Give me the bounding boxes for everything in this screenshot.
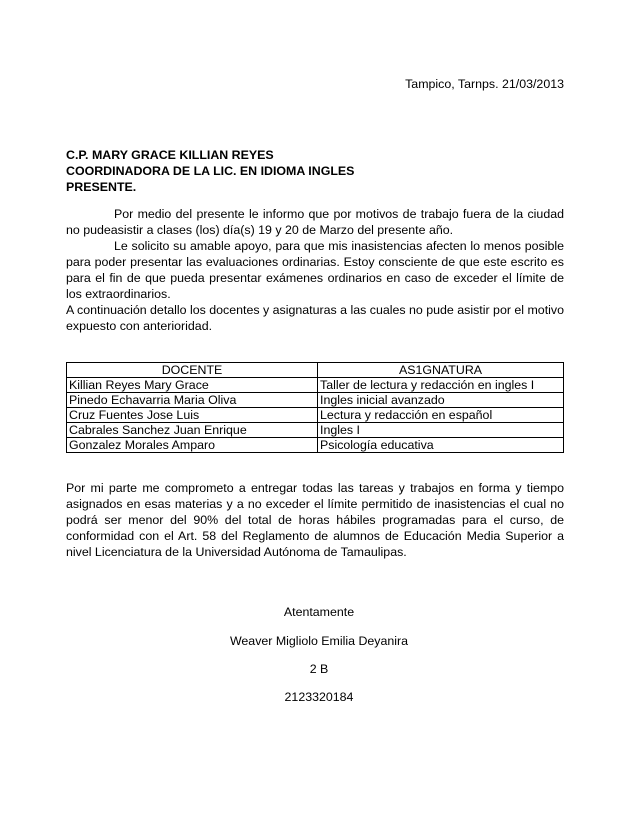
docente-cell: Killian Reyes Mary Grace xyxy=(67,378,318,393)
signer-group: 2 B xyxy=(309,662,329,676)
table-row xyxy=(67,408,564,423)
header-docente: DOCENTE xyxy=(67,363,318,378)
docente-cell: Cabrales Sanchez Juan Enrique xyxy=(67,423,318,438)
asignatura-cell: Psicología educativa xyxy=(318,438,564,453)
addressee-title: COORDINADORA DE LA LIC. EN IDIOMA INGLES xyxy=(66,164,355,178)
docente-cell: Gonzalez Morales Amparo xyxy=(67,438,318,453)
addressee-name: C.P. MARY GRACE KILLIAN REYES xyxy=(66,148,274,162)
table-header-row xyxy=(67,363,564,378)
asignatura-cell: Ingles inicial avanzado xyxy=(318,393,564,408)
signer-name: Weaver Migliolo Emilia Deyanira xyxy=(229,634,409,648)
body-paragraph-1: Por medio del presente le informo que por motivos de trabajo fuera de la ciudad no pudeasistir a clases (los) día(s) 19 y 20 de Marzo del presente año. xyxy=(66,207,564,237)
date-line: Tampico, Tarnps. 21/03/2013 xyxy=(405,77,564,91)
docente-cell: Cruz Fuentes Jose Luis xyxy=(67,408,318,423)
closing-paragraph: Por mi parte me comprometo a entregar todas las tareas y trabajos en forma y tiempo asignados en esas materias y a no exceder el límite permitido de inasistencias el cual no podrá ser menor del 90% del total de horas hábiles programadas para el curso, de conformidad con el Art. 58 del Reglamento de alumnos de Educación Media Superior a nivel Licenciatura de la Universidad Autónoma de Tamaulipas. xyxy=(66,481,564,559)
table-row xyxy=(67,393,564,408)
asignatura-cell: Lectura y redacción en español xyxy=(318,408,564,423)
subjects-table xyxy=(66,362,564,453)
addressee-greeting: PRESENTE. xyxy=(66,180,137,194)
header-asignatura: AS1GNATURA xyxy=(318,363,564,378)
letter-body xyxy=(66,206,564,334)
signer-id: 2123320184 xyxy=(284,690,354,704)
table-row xyxy=(67,438,564,453)
salutation: Atentamente xyxy=(283,605,355,619)
asignatura-cell: Taller de lectura y redacción en ingles I xyxy=(318,378,564,393)
docente-cell: Pinedo Echavarria Maria Oliva xyxy=(67,393,318,408)
body-paragraph-3: A continuación detallo los docentes y asignaturas a las cuales no pude asistir por el motivo expuesto con anterioridad. xyxy=(66,303,564,333)
body-paragraph-2: Le solicito su amable apoyo, para que mis inasistencias afecten lo menos posible para poder presentar las evaluaciones ordinarias. Estoy consciente de que este escrito es para el fin de que pueda presentar exámenes ordinarios en caso de exceder el límite de los extraordinarios. xyxy=(66,239,564,301)
asignatura-cell: Ingles I xyxy=(318,423,564,438)
table-row xyxy=(67,423,564,438)
addressee-block xyxy=(66,147,546,195)
table-row xyxy=(67,378,564,393)
